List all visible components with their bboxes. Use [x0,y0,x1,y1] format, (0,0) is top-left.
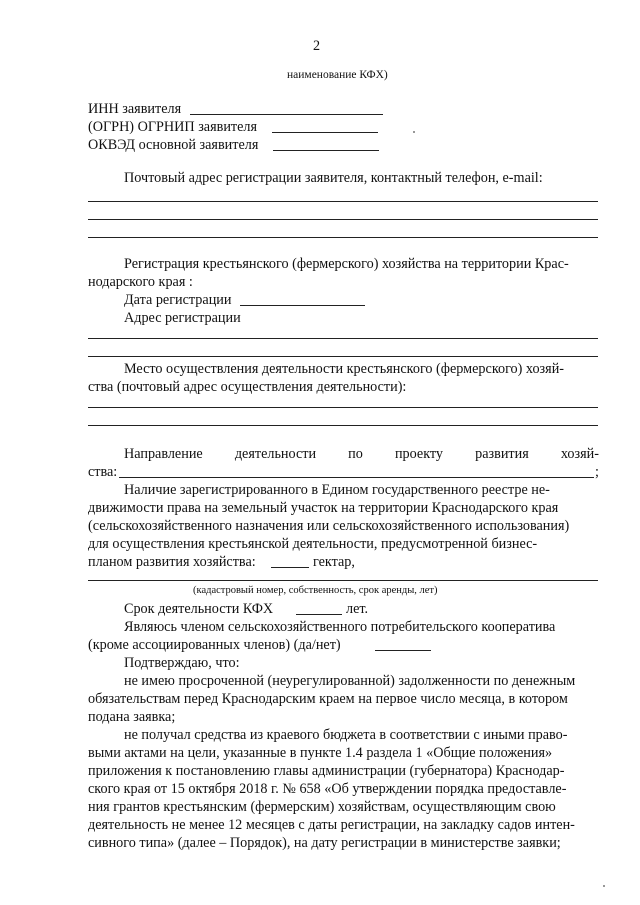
coop-line-2: (кроме ассоциированных членов) (да/нет) [88,637,341,653]
direction-line-2-suffix: ; [595,464,599,480]
coop-field-line [375,650,431,651]
term-suffix: лет. [346,601,369,617]
registration-line-1: Регистрация крестьянского (фермерского) хозяйства на территории Крас- [124,256,569,272]
land-details-line [88,580,598,581]
ogrn-label: (ОГРН) ОГРНИП заявителя [88,119,258,135]
ogrn-field-line [272,132,378,133]
activity-place-field-line-1 [88,407,598,408]
direction-word: деятельности [234,446,317,462]
confirm-item-1-line: обязательствам перед Краснодарским краем на первое число месяца, в котором [88,691,568,707]
confirm-item-1-line: не имею просроченной (неурегулированной) задолженности по денежным [124,673,576,689]
land-hectare-line [271,567,309,568]
confirm-item-2-line: выми актами на цели, указанные в пункте 1.4 раздела 1 «Общие положения» [88,745,553,761]
direction-field-line [119,477,594,478]
direction-word: Направление [124,446,203,462]
confirm-item-2-line: приложения к постановлению главы администрации (губернатора) Краснодар- [88,763,565,779]
confirm-item-2-line: ского края от 15 октября 2018 г. № 658 «Об утверждении порядка предоставле- [88,781,567,797]
direction-line-1 [124,446,599,462]
term-field-line [296,614,342,615]
postal-line-1 [88,201,598,202]
confirm-item-1-line: подана заявка; [88,709,176,725]
confirm-item-2-line: сивного типа» (далее – Порядок), на дату регистрации в министерстве заявки; [88,835,561,851]
registration-date-line [240,305,365,306]
direction-word: по [348,446,363,462]
postal-line-2 [88,219,598,220]
registration-date-label: Дата регистрации [124,292,232,308]
header-caption: наименование КФХ) [287,69,388,81]
activity-place-line-2: ства (почтовый адрес осуществления деятельности): [88,379,407,395]
page-number: 2 [313,38,321,54]
coop-line-1: Являюсь членом сельскохозяйственного потребительского кооператива [124,619,556,635]
confirm-label: Подтверждаю, что: [124,655,240,671]
direction-word: развития [475,446,529,462]
confirm-item-2-line: ния грантов крестьянским (фермерским) хозяйствам, осуществляющим свою [88,799,556,815]
land-line-5-prefix: планом развития хозяйства: [88,554,256,570]
term-prefix: Срок деятельности КФХ [124,601,274,617]
land-line-2: движимости права на земельный участок на территории Краснодарского края [88,500,559,516]
land-line-4: для осуществления крестьянской деятельности, предусмотренной бизнес- [88,536,538,552]
scan-speck [603,885,605,887]
registration-address-line-1 [88,338,598,339]
land-line-5-suffix: гектар, [313,554,355,570]
activity-place-field-line-2 [88,425,598,426]
land-line-1: Наличие зарегистрированного в Едином государственного реестре не- [124,482,550,498]
scan-speck [413,131,415,133]
direction-line-2-prefix: ства: [88,464,118,480]
confirm-item-2-line: не получал средства из краевого бюджета в соответствии с иными право- [124,727,568,743]
activity-place-line-1: Место осуществления деятельности крестьянского (фермерского) хозяй- [124,361,565,377]
okved-label: ОКВЭД основной заявителя [88,137,259,153]
land-caption: (кадастровый номер, собственность, срок аренды, лет) [193,585,438,596]
registration-address-line-2 [88,356,598,357]
direction-word: проекту [394,446,444,462]
okved-field-line [273,150,379,151]
postal-label: Почтовый адрес регистрации заявителя, контактный телефон, e-mail: [124,170,543,186]
inn-label: ИНН заявителя [88,101,182,117]
land-line-3: (сельскохозяйственного назначения или сельскохозяйственного использования) [88,518,570,534]
postal-line-3 [88,237,598,238]
registration-line-2: нодарского края : [88,274,193,290]
inn-field-line [190,114,383,115]
confirm-item-2-line: деятельность не менее 12 месяцев с даты регистрации, на закладку садов интен- [88,817,575,833]
direction-word: хозяй- [560,446,599,462]
registration-address-label: Адрес регистрации [124,310,241,326]
